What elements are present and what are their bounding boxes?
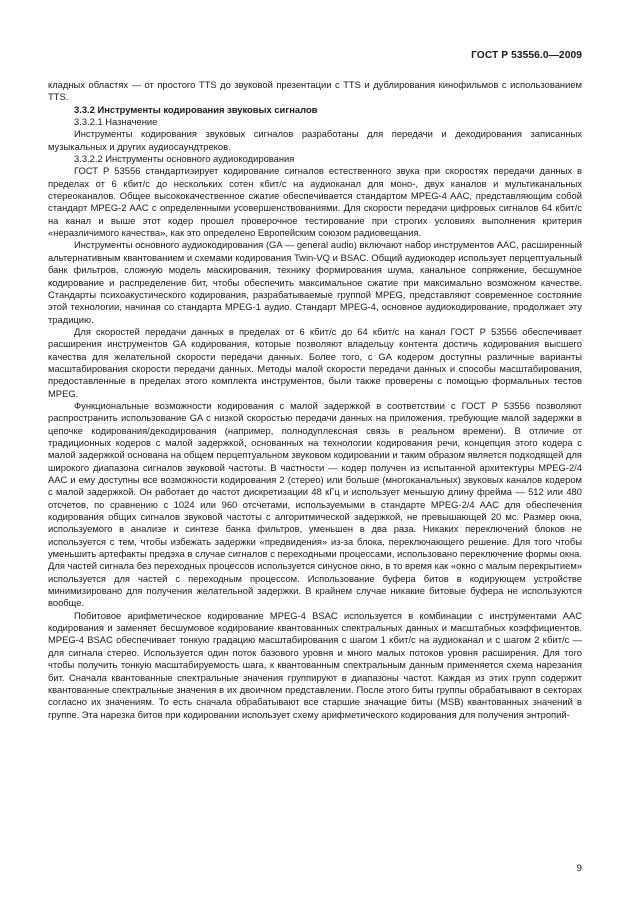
paragraph-low-delay: Функциональные возможности кодирования с малой задержкой в соответствии с ГОСТ Р 53556 позволяют распространить использование GA с низкой скоростью передачи данных на приложения, требующие малой задержки в цепочке кодирования/декодирования (например, полнодуплексная связь в реальном времени). В отличие от традиционных кодеров с малой задержкой, основанных на технологии кодирования речи, концепция этого кодера с малой задержкой основана на общем перцептуальном звуковом кодировании и таким образом является подходящей для широкого диапазона сигналов звуковой частоты. В частности — кодер получен из испытанной архитектуры MPEG-2/4 AAC и ему доступны все возможности кодирования 2 (стерео) или больше (многоканальных) звуковых каналов кодером с малой задержкой. Он работает до частот дискретизации 48 кГц и использует меньшую длину фрейма — 512 или 480 отсчетов, по сравнению с 1024 или 960 отсчетами, используемыми в стандарте MPEG-2/4 AAC для обеспечения кодирования общих сигналов звуковой частоты с алгоритмической задержкой, не превышающей 20 мс. Размер окна, используемого в анализе и синтезе банка фильтров, уменьшен в два раза. Никаких переключений блоков не используется с тем, чтобы избежать задержки «предвидения» из-за блока, переключающего решение. Для того чтобы уменьшить артефакты предэха в случае сигналов с переходными процессами, использовано переключение формы окна. Для частей сигнала без переходных процессов используется синусное окно, в то время как «окно с малым перекрытием» используется для частей с переходным процессом. Использование буфера битов в кодирующем устройстве минимизировано для получения желательной задержки. В крайнем случае никакие битовые буфера не используются вообще. xyxy=(48,399,582,609)
paragraph-bsac: Побитовое арифметическое кодирование MPEG-4 BSAC используется в комбинации с инструментами AAC кодирования и заменяет бесшумовое кодирование квантованных спектральных данных и масштабных коэффициентов. MPEG-4 BSAC обеспечивает тонкую градацию масштабирования с шагом 1 кбит/с на аудиоканал и с шагом 2 кбит/с — для сигнала стерео. Используется один поток базового уровня и много малых потоков уровня расширения. Для того чтобы получить тонкую масштабируемость шага, к квантованным спектральным данным применяется схема нарезания бит. Сначала квантованные спектральные значения группируют в диапазоны частот. Каждая из этих групп содержит квантованные спектральные значения в их двоичном представлении. После этого биты группы обрабатывают в секторах согласно их значениям. То есть сначала обрабатывают все старшие значащие биты (MSB) квантованных значений в группе. Эта нарезка битов при кодировании использует схему арифметического кодирования для получения энтропий- xyxy=(48,609,582,720)
document-code-header: ГОСТ Р 53556.0—2009 xyxy=(471,50,582,61)
section-heading-3-3-2: 3.3.2 Инструменты кодирования звуковых сигналов xyxy=(74,103,318,115)
subsection-heading-3-3-2-1: 3.3.2.1 Назначение xyxy=(74,116,158,128)
paragraph-gost-aac: ГОСТ Р 53556 стандартизирует кодирование сигналов естественного звука при скоростях передачи данных в пределах от 6 кбит/с до нескольких сотен кбит/с на аудиоканал для моно-, двух каналов и мультиканальных стереоканалов. Общее высококачественное сжатие обеспечивается стандартом MPEG-4 AAC, представляющим собой стандарт MPEG-2 AAC с определенными усовершенствованиями. Для скорости передачи цифровых сигналов 64 кбит/с на канал и выше этот кодер прошел проверочное тестирование при строгих условиях выполнения критерия «неразличимого качества», как это определено Европейским союзом радиовещания. xyxy=(48,165,582,239)
subsection-heading-3-3-2-2: 3.3.2.2 Инструменты основного аудиокодирования xyxy=(74,153,295,165)
paragraph-general-audio: Инструменты основного аудиокодирования (GA — general audio) включают набор инструментов AAC, расширенный альтернативным квантованием и схемами кодирования Twin-VQ и BSAC. Общий аудиокодер использует перцептуальный банк фильтров, сложную модель маскирования, технику формирования шума, канальное сопряжение, бесшумное кодирование и распределение бит, чтобы обеспечить максимальное сжатие при максимально возможном качестве. Стандарты психоакустического кодирования, разрабатываемые группой MPEG, представляют современное состояние этой технологии, начиная со стандарта MPEG-1 аудио. Стандарт MPEG-4, основное аудиокодирование, продолжает эту традицию. xyxy=(48,239,582,325)
page-number: 9 xyxy=(576,863,582,874)
document-body xyxy=(48,79,582,721)
paragraph-purpose: Инструменты кодирования звуковых сигналов разработаны для передачи и декодирования записанных музыкальных и других аудиосаундтреков. xyxy=(48,128,582,152)
paragraph-lead: кладных областях — от простого TTS до звуковой презентации с TTS и дублирования кинофильмов с использованием TTS. xyxy=(48,79,582,103)
paragraph-bitrate-extensions: Для скоростей передачи данных в пределах от 6 кбит/с до 64 кбит/с на канал ГОСТ Р 53556 обеспечивает расширения инструментов GA кодирования, которые позволяют владельцу контента достичь кодирования высшего качества для желательной скорости передачи данных. Более того, с GA кодером доступны различные варианты масштабирования скорости передачи данных. Методы малой скорости передачи данных и способы масштабирования, предоставленные в пределах этого комплекта инструментов, были также проверены с помощью формальных тестов MPEG. xyxy=(48,325,582,399)
